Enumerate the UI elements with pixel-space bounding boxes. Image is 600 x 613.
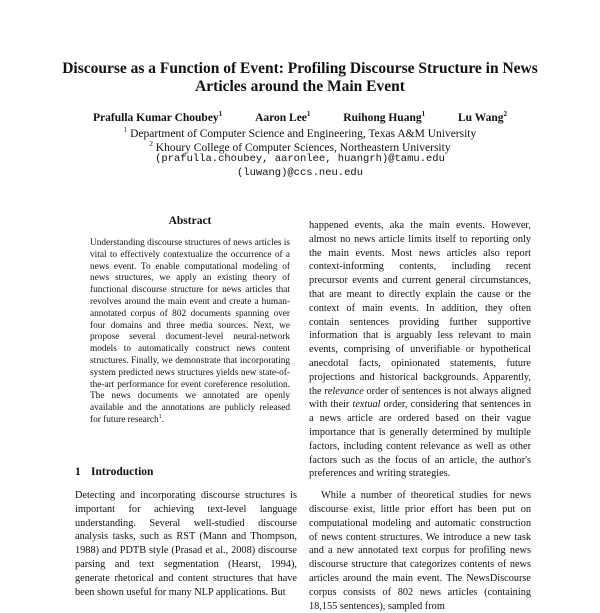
intro-paragraph: Detecting and incorporating discourse structures is important for achieving text-level language understanding. Several well-studied discourse analysis tasks, such as RST (Mann and Thompson, 1988) and PDTB style (Prasad et al., 2008) discourse parsing and text segmentation (Hearst, 1994), generate rhetorical and content structures that have been shown useful for many NLP applications. But [75, 490, 297, 598]
affiliation-text: Khoury College of Computer Sciences, Northeastern University [155, 141, 451, 154]
affiliation-mark: 1 [123, 126, 128, 134]
abstract-text: Understanding discourse structures of news articles is vital to effectively contextualize the occurrence of a news event. To enable computational modeling of news structures, we apply an existing theory of functional discourse structure for news articles that revolves around the main event and create a human-annotated corpus of 802 documents spanning over four domains and three media sources. Next, we propose several document-level neural-network models to automatically construct news content structures. Finally, we demonstrate that incorporating system predicted news structures yields new state-of-the-art performance for event coreference resolution. The news documents we annotated are openly available and the annotations are publicly released for future research [90, 238, 290, 425]
body-paragraph: While a number of theoretical studies for news discourse exist, little prior effort has been put on computational modeling and automatic construction of news content structures. We introduce a new task and a new annotated text corpus for profiling news discourse structure that categorizes contents of news articles around the main event. The NewsDiscourse corpus consists of 802 news articles (containing 18,155 sentences), sampled from [309, 490, 531, 612]
body-paragraph [309, 219, 531, 481]
author-name: Prafulla Kumar Choubey [93, 111, 219, 124]
title-line-1: Discourse as a Function of Event: Profiling Discourse Structure in News [62, 60, 538, 77]
paragraph-text: order, considering that sentences in a news article are ordered based on their vague importance that is generally determined by multiple factors, including content relevance as well as other factors such as the focus of an article, the author's preferences and writing strategies. [309, 399, 531, 480]
footnote-mark: 1 [158, 413, 162, 420]
paper-title [60, 60, 540, 96]
affiliation-mark: 2 [149, 140, 153, 148]
abstract-body [90, 238, 290, 427]
abstract-heading: Abstract [168, 215, 212, 227]
emphasis-text: relevance [324, 385, 364, 397]
abstract-end: . [161, 414, 164, 425]
author-name: Lu Wang [457, 111, 504, 124]
author-affiliation-mark: 2 [503, 110, 507, 118]
paragraph-text: order of sentences is not always aligned with their [309, 385, 531, 411]
author-affiliation-mark: 1 [218, 110, 223, 118]
author-list [60, 108, 540, 125]
paragraph-text: happened events, aka the main events. However, almost no news article limits itself to reporting only the main events. Most news articles also report context-informing contents, including recent precursor events and current general circumstances, that are meant to directly explain the cause or the context of main events. In addition, they often contain sentences providing further supportive information that is arguably less relevant to main events, comprising of unverifiable or hypothetical anecdotal facts, opinionated statements, future projections and historical backgrounds. Apparently, the [309, 220, 531, 397]
author-email: (prafulla.choubey, aaronlee, huangrh)@tamu.edu [155, 153, 445, 165]
section-heading [75, 466, 315, 479]
author-affiliation-mark: 1 [306, 110, 311, 118]
author [93, 108, 222, 125]
author-email: (luwang)@ccs.neu.edu [236, 167, 364, 179]
author-name: Ruihong Huang [343, 111, 422, 124]
author [343, 108, 425, 125]
section-number: 1 [75, 466, 81, 478]
affiliation-text: Department of Computer Science and Engineering, Texas A&M University [130, 127, 477, 140]
right-column [309, 219, 531, 613]
section-title: Introduction [91, 466, 154, 478]
emphasis-text: textual [352, 399, 381, 411]
author-affiliation-mark: 1 [421, 110, 426, 118]
author [458, 108, 507, 125]
author [255, 108, 310, 125]
author-name: Aaron Lee [255, 111, 307, 124]
title-line-2: Articles around the Main Event [195, 78, 405, 95]
